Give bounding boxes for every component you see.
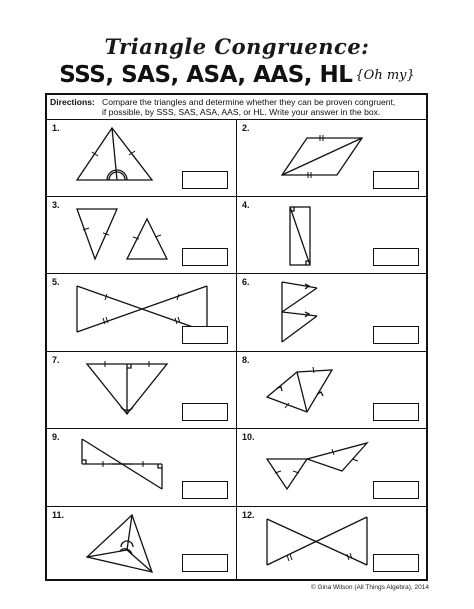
problem-number: 3. bbox=[52, 200, 60, 210]
directions-box bbox=[47, 95, 426, 119]
problem-1 bbox=[47, 119, 237, 196]
problem-number: 11. bbox=[52, 510, 65, 520]
problem-number: 10. bbox=[242, 432, 255, 442]
title-line-2 bbox=[0, 62, 474, 88]
answer-box[interactable] bbox=[373, 403, 419, 421]
title-criteria: SSS, SAS, ASA, AAS, HL bbox=[59, 62, 353, 88]
problem-9 bbox=[47, 428, 237, 506]
problem-4 bbox=[237, 196, 426, 273]
answer-box[interactable] bbox=[182, 554, 228, 572]
problem-5 bbox=[47, 273, 237, 351]
title-line-1: Triangle Congruence: bbox=[104, 34, 370, 59]
problem-number: 8. bbox=[242, 355, 250, 365]
problem-number: 7. bbox=[52, 355, 60, 365]
worksheet-frame bbox=[45, 93, 428, 581]
problem-number: 4. bbox=[242, 200, 250, 210]
problem-3 bbox=[47, 196, 237, 273]
answer-box[interactable] bbox=[182, 403, 228, 421]
problem-number: 5. bbox=[52, 277, 60, 287]
problem-number: 9. bbox=[52, 432, 60, 442]
answer-box[interactable] bbox=[373, 248, 419, 266]
problem-7 bbox=[47, 351, 237, 428]
problem-6 bbox=[237, 273, 426, 351]
answer-box[interactable] bbox=[182, 326, 228, 344]
answer-box[interactable] bbox=[182, 171, 228, 189]
answer-box[interactable] bbox=[182, 248, 228, 266]
problem-12 bbox=[237, 506, 426, 579]
problem-number: 6. bbox=[242, 277, 250, 287]
directions-text-line-1: Compare the triangles and determine whether they can be proven congruent, bbox=[102, 97, 396, 107]
answer-box[interactable] bbox=[373, 171, 419, 189]
answer-box[interactable] bbox=[373, 481, 419, 499]
title-aside: {Oh my} bbox=[355, 68, 415, 83]
problem-number: 12. bbox=[242, 510, 255, 520]
problem-number: 2. bbox=[242, 123, 250, 133]
problem-2 bbox=[237, 119, 426, 196]
directions-label: Directions: bbox=[50, 97, 95, 107]
problem-10 bbox=[237, 428, 426, 506]
answer-box[interactable] bbox=[373, 554, 419, 572]
problem-11 bbox=[47, 506, 237, 579]
problem-number: 1. bbox=[52, 123, 60, 133]
copyright-notice: © Gina Wilson (All Things Algebra), 2014 bbox=[310, 584, 429, 591]
answer-box[interactable] bbox=[373, 326, 419, 344]
directions-text-line-2: if possible, by SSS, SAS, ASA, AAS, or HL. Write your answer in the box. bbox=[102, 107, 381, 117]
problem-8 bbox=[237, 351, 426, 428]
answer-box[interactable] bbox=[182, 481, 228, 499]
